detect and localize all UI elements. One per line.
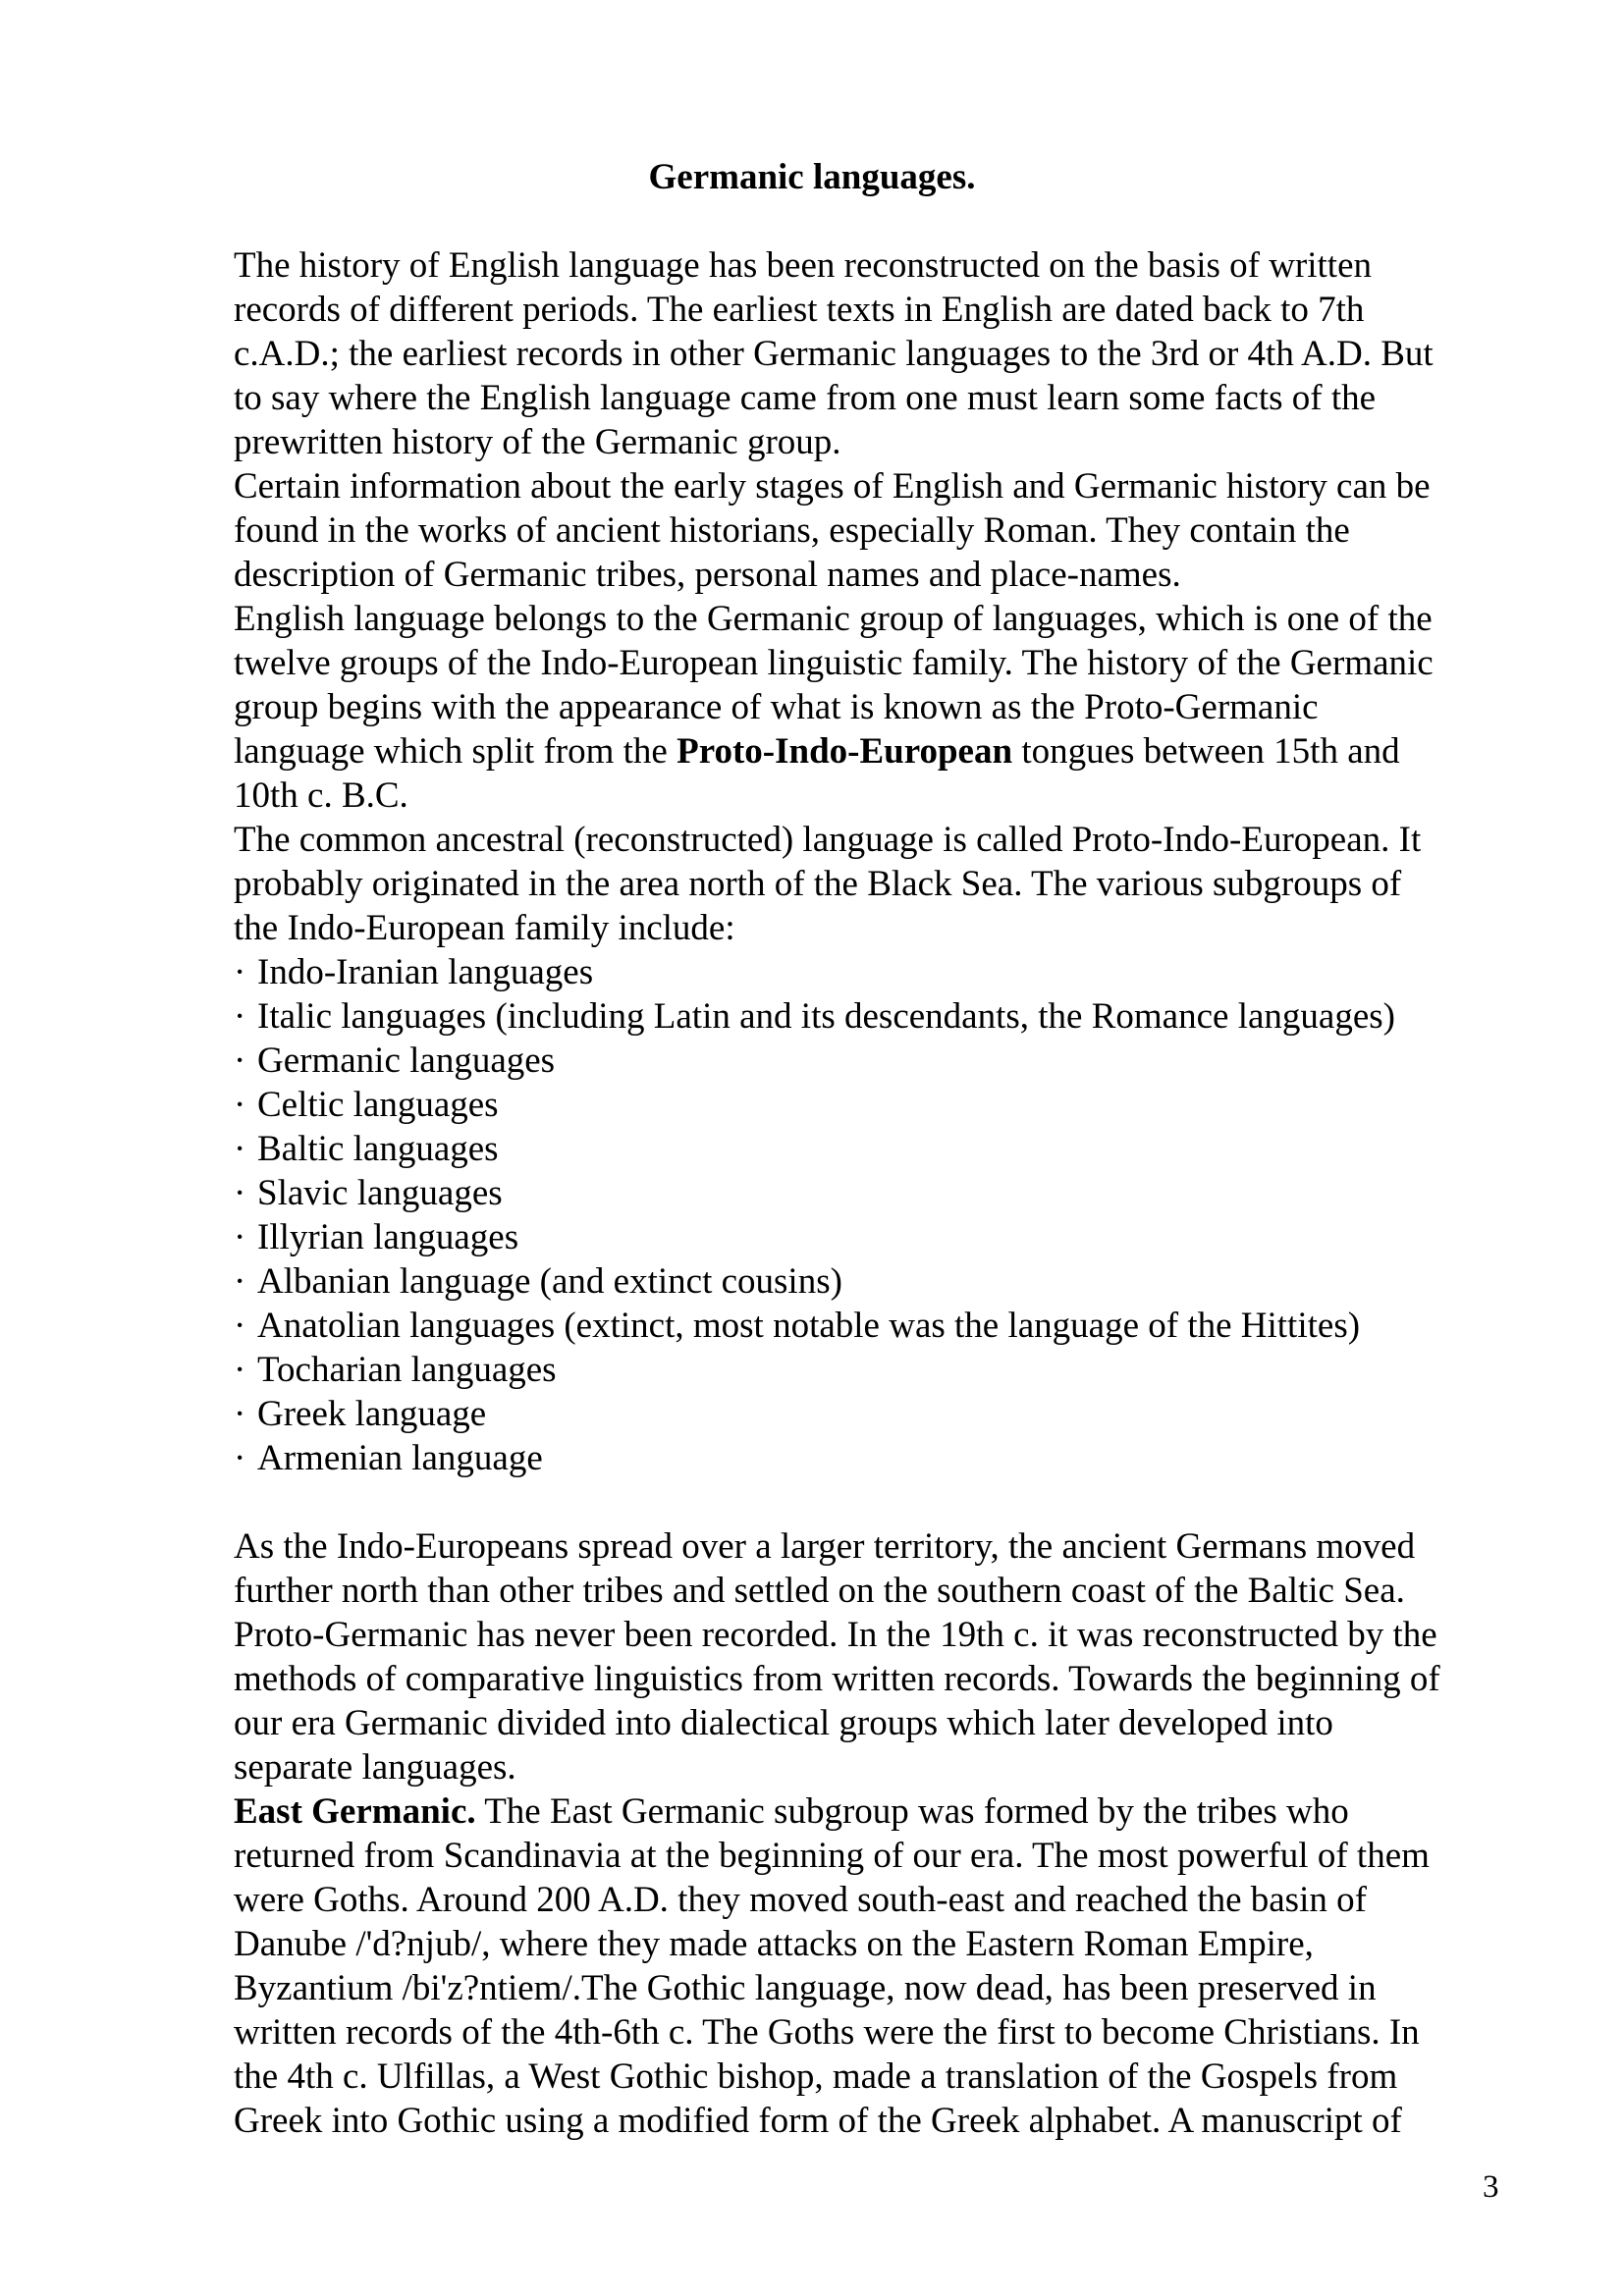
text-run: tongues between 15th and <box>1012 731 1400 772</box>
text-line: 10th c. B.C. <box>234 775 408 816</box>
text-line: As the Indo-Europeans spread over a larger territory, the ancient Germans moved <box>234 1526 1416 1567</box>
text-run: language which split from the <box>234 731 677 772</box>
text-run: The East Germanic subgroup was formed by the tribes who <box>475 1791 1349 1832</box>
text-line: description of Germanic tribes, personal names and place-names. <box>234 555 1181 595</box>
text-line: Greek into Gothic using a modified form of the Greek alphabet. A manuscript of <box>234 2101 1402 2141</box>
paragraph-spacer <box>234 1480 1520 1524</box>
list-item <box>234 1392 1520 1436</box>
bullet-marker: · <box>234 1129 246 1169</box>
list-item <box>234 1127 1520 1171</box>
text-line: records of different periods. The earliest texts in English are dated back to 7th <box>234 290 1365 330</box>
list-item <box>234 1215 1520 1259</box>
text-line: found in the works of ancient historians, especially Roman. They contain the <box>234 510 1350 551</box>
paragraph-germanic-group <box>234 597 1520 818</box>
paragraph-east-germanic <box>234 1789 1520 2143</box>
text-line: separate languages. <box>234 1747 516 1788</box>
text-line: returned from Scandinavia at the beginning of our era. The most powerful of them <box>234 1836 1430 1876</box>
list-item-text: Italic languages (including Latin and its descendants, the Romance languages) <box>257 996 1395 1037</box>
text-line: prewritten history of the Germanic group. <box>234 422 841 462</box>
paragraph-ancestral-language <box>234 818 1520 950</box>
text-line: c.A.D.; the earliest records in other Germanic languages to the 3rd or 4th A.D. But <box>234 334 1434 374</box>
text-line: to say where the English language came from one must learn some facts of the <box>234 378 1377 418</box>
text-line <box>234 1789 1520 1834</box>
bullet-marker: · <box>234 1438 246 1478</box>
bullet-marker: · <box>234 952 246 992</box>
list-item-text: Indo-Iranian languages <box>257 952 594 992</box>
list-item-text: Germanic languages <box>257 1041 556 1081</box>
list-item-text: Baltic languages <box>257 1129 499 1169</box>
text-line: methods of comparative linguistics from written records. Towards the beginning of <box>234 1659 1440 1699</box>
text-line: Danube /'d?njub/, where they made attacks on the Eastern Roman Empire, <box>234 1924 1314 1964</box>
list-item <box>234 1083 1520 1127</box>
paragraph-migration <box>234 1524 1520 1789</box>
list-item <box>234 1304 1520 1348</box>
text-line: written records of the 4th-6th c. The Goths were the first to become Christians. In <box>234 2012 1420 2053</box>
text-line: Proto-Germanic has never been recorded. In the 19th c. it was reconstructed by the <box>234 1615 1437 1655</box>
text-line: the 4th c. Ulfillas, a West Gothic bishop, made a translation of the Gospels from <box>234 2056 1398 2097</box>
text-line: The common ancestral (reconstructed) language is called Proto-Indo-European. It <box>234 820 1422 860</box>
list-item <box>234 1436 1520 1480</box>
page-number: 3 <box>1483 2169 1499 2205</box>
bullet-marker: · <box>234 1173 246 1213</box>
document-body <box>234 243 1520 2143</box>
text-line: The history of English language has been reconstructed on the basis of written <box>234 245 1373 286</box>
text-line: the Indo-European family include: <box>234 908 735 948</box>
text-line: our era Germanic divided into dialectical groups which later developed into <box>234 1703 1333 1743</box>
list-item-text: Slavic languages <box>257 1173 503 1213</box>
subgroup-list <box>234 950 1520 1480</box>
text-line: further north than other tribes and settled on the southern coast of the Baltic Sea. <box>234 1571 1405 1611</box>
list-item-text: Tocharian languages <box>257 1350 557 1390</box>
bullet-marker: · <box>234 1350 246 1390</box>
bold-term-proto-indo-european: Proto-Indo-European <box>677 731 1013 772</box>
bullet-marker: · <box>234 996 246 1037</box>
section-heading-east-germanic: East Germanic. <box>234 1791 476 1832</box>
bullet-marker: · <box>234 1041 246 1081</box>
list-item <box>234 1171 1520 1215</box>
text-line <box>234 729 1520 774</box>
list-item <box>234 950 1520 994</box>
list-item <box>234 1348 1520 1392</box>
list-item-text: Greek language <box>257 1394 487 1434</box>
paragraph-sources <box>234 464 1520 597</box>
list-item-text: Illyrian languages <box>257 1217 519 1257</box>
list-item <box>234 1039 1520 1083</box>
bullet-marker: · <box>234 1261 246 1302</box>
text-line: group begins with the appearance of what is known as the Proto-Germanic <box>234 687 1319 727</box>
page-title: Germanic languages. <box>648 157 976 197</box>
bullet-marker: · <box>234 1085 246 1125</box>
list-item-text: Celtic languages <box>257 1085 499 1125</box>
list-item-text: Albanian language (and extinct cousins) <box>257 1261 842 1302</box>
text-line: English language belongs to the Germanic group of languages, which is one of the <box>234 599 1433 639</box>
list-item-text: Anatolian languages (extinct, most notable was the language of the Hittites) <box>257 1306 1361 1346</box>
text-line: were Goths. Around 200 A.D. they moved south-east and reached the basin of <box>234 1880 1367 1920</box>
text-line: Certain information about the early stages of English and Germanic history can be <box>234 466 1431 507</box>
text-line: probably originated in the area north of the Black Sea. The various subgroups of <box>234 864 1402 904</box>
text-line: Byzantium /bi'z?ntiem/.The Gothic language, now dead, has been preserved in <box>234 1968 1377 2008</box>
text-line: twelve groups of the Indo-European linguistic family. The history of the Germanic <box>234 643 1434 683</box>
list-item-text: Armenian language <box>257 1438 543 1478</box>
list-item <box>234 994 1520 1039</box>
bullet-marker: · <box>234 1306 246 1346</box>
list-item <box>234 1259 1520 1304</box>
paragraph-intro <box>234 243 1520 464</box>
bullet-marker: · <box>234 1217 246 1257</box>
bullet-marker: · <box>234 1394 246 1434</box>
